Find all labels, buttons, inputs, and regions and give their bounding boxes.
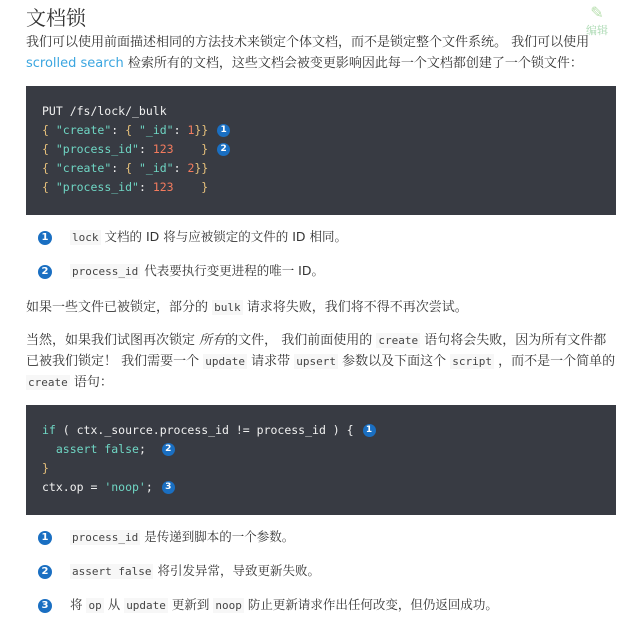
text-segment: 更新到 xyxy=(167,597,214,612)
callout-marker-2: 2 xyxy=(162,443,175,456)
code-token: ; xyxy=(145,480,160,494)
text-segment: 防止更新请求作出任何改变，但仍返回成功。 xyxy=(243,597,498,612)
text-segment: ，而不是一个简单的 xyxy=(494,354,616,369)
code-line xyxy=(42,421,600,440)
code-token: { xyxy=(42,180,56,194)
edit-button[interactable] xyxy=(583,4,611,38)
code-line xyxy=(42,140,600,159)
code-line xyxy=(42,159,600,178)
code-line xyxy=(42,440,600,459)
code-line xyxy=(42,121,600,140)
code-token: if xyxy=(42,423,56,437)
callout-item xyxy=(38,263,616,280)
update-paragraph xyxy=(26,330,616,393)
code-token: : xyxy=(173,161,188,175)
text-segment: 文档的 ID 将与应被锁定的文件的 ID 相同。 xyxy=(100,229,347,244)
inline-code: lock xyxy=(72,231,99,244)
code-token: } xyxy=(42,461,49,475)
callout-text xyxy=(70,263,324,280)
text-segment: 的文件， 我们前面使用的 xyxy=(225,333,377,348)
text-segment: 从 xyxy=(103,597,125,612)
retry-paragraph xyxy=(26,297,616,318)
inline-code: bulk xyxy=(214,301,241,314)
callout-item xyxy=(38,597,616,614)
code-token: } xyxy=(173,142,209,156)
text-segment: 请求带 xyxy=(247,354,295,369)
inline-code: create xyxy=(378,334,419,347)
inline-code: noop xyxy=(215,599,242,612)
inline-code: update xyxy=(205,355,246,368)
code-token: "process_id" xyxy=(55,180,139,194)
code-token: "create" xyxy=(55,161,112,175)
code-token: ctx.op = xyxy=(42,480,105,494)
callout-text xyxy=(70,529,294,546)
text-segment: 参数以及下面这个 xyxy=(338,354,451,369)
emphasis-text: 所有 xyxy=(199,333,226,348)
callout-marker-1: 1 xyxy=(38,531,52,545)
text-segment: 如果一些文件已被锁定，部分的 xyxy=(26,300,213,315)
callout-marker-1: 1 xyxy=(217,124,230,137)
code-token: : xyxy=(138,180,153,194)
callout-marker-3: 3 xyxy=(38,599,52,613)
text-segment: 当然，如果我们试图再次锁定 xyxy=(26,333,200,348)
inline-code: process_id xyxy=(72,531,139,544)
code-token: }} xyxy=(194,123,209,137)
code-token: { xyxy=(125,161,139,175)
code-token: : xyxy=(111,161,126,175)
code-token: } xyxy=(173,180,209,194)
text-segment: 将引发异常，导致更新失败。 xyxy=(153,563,320,578)
code-token: ; xyxy=(138,442,160,456)
code-token: : xyxy=(138,142,153,156)
scrolled-search-link[interactable]: scrolled search xyxy=(26,56,124,71)
pencil-icon: ✎ xyxy=(590,3,604,22)
code-token: 123 xyxy=(152,142,174,156)
callout-list-2 xyxy=(26,529,616,614)
code-token: "create" xyxy=(55,123,112,137)
callout-marker-1: 1 xyxy=(363,424,376,437)
text-segment: 请求将失败，我们将不得不再次尝试。 xyxy=(242,300,468,315)
code-token: "_id" xyxy=(138,161,174,175)
code-token: }} xyxy=(194,161,209,175)
inline-code: update xyxy=(126,599,166,612)
code-token: 'noop' xyxy=(104,480,146,494)
code-block-bulk xyxy=(26,86,616,215)
code-token: ( ctx._source.process_id != process_id ) { xyxy=(55,423,361,437)
code-token: "_id" xyxy=(138,123,174,137)
callout-text xyxy=(70,597,498,614)
inline-code: op xyxy=(88,599,102,612)
callout-marker-1: 1 xyxy=(38,231,52,245)
section-title: 文档锁 xyxy=(26,6,86,30)
code-token xyxy=(208,123,215,137)
code-token: 2 xyxy=(187,161,195,175)
callout-list-1 xyxy=(26,229,616,280)
inline-code: script xyxy=(452,355,493,368)
callout-text xyxy=(70,229,347,246)
code-token: { xyxy=(42,161,56,175)
callout-marker-3: 3 xyxy=(162,481,175,494)
callout-item xyxy=(38,229,616,246)
code-token: 123 xyxy=(152,180,174,194)
code-token: : xyxy=(173,123,188,137)
code-block-script xyxy=(26,405,616,515)
callout-marker-2: 2 xyxy=(217,143,230,156)
edit-label: 编辑 xyxy=(586,24,608,37)
callout-item xyxy=(38,563,616,580)
text-segment: 是传递到脚本的一个参数。 xyxy=(140,529,295,544)
code-line xyxy=(42,178,600,197)
code-token xyxy=(208,142,215,156)
callout-marker-2: 2 xyxy=(38,565,52,579)
code-line xyxy=(42,102,600,121)
code-token: "process_id" xyxy=(55,142,139,156)
code-token: { xyxy=(42,123,56,137)
code-token: { xyxy=(125,123,139,137)
code-token: : xyxy=(111,123,126,137)
code-token: { xyxy=(42,142,56,156)
text-segment: 将 xyxy=(70,597,87,612)
text-segment: 我们可以使用前面描述相同的方法技术来锁定个体文档，而不是锁定整个文件系统。 我们可以使用 xyxy=(26,35,590,50)
inline-code: assert false xyxy=(72,565,152,578)
code-token: PUT /fs/lock/_bulk xyxy=(42,104,167,118)
text-segment: 代表要执行变更进程的唯一 ID。 xyxy=(140,263,324,278)
code-token: assert false xyxy=(42,442,139,456)
text-segment: 语句将会失败，因为所有文件都已被我们锁定！ 我们需要一个 xyxy=(26,333,607,369)
callout-marker-2: 2 xyxy=(38,265,52,279)
callout-item xyxy=(38,529,616,546)
inline-code: process_id xyxy=(72,265,139,278)
code-token: 1 xyxy=(187,123,195,137)
text-segment: 检索所有的文档，这些文档会被变更影响因此每一个文档都创建了一个锁文件： xyxy=(123,56,583,71)
text-segment: 语句： xyxy=(69,375,113,390)
intro-paragraph xyxy=(26,32,616,74)
inline-code: upsert xyxy=(296,355,337,368)
callout-text xyxy=(70,563,320,580)
inline-code: create xyxy=(28,376,68,389)
code-line xyxy=(42,459,600,478)
code-line xyxy=(42,478,600,497)
